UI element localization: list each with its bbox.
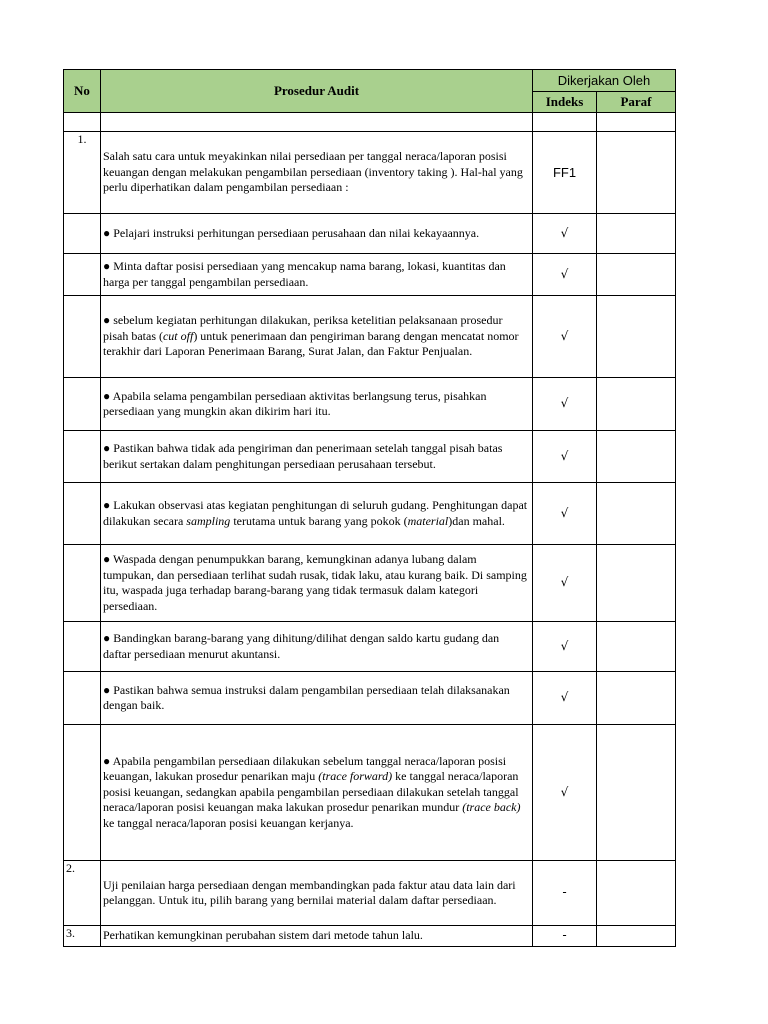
row-number: 3.: [64, 926, 101, 947]
paraf-cell: [597, 672, 676, 725]
check-mark: √: [533, 672, 597, 725]
table-row: [64, 378, 676, 431]
row-number: [64, 296, 101, 378]
table-row: [64, 725, 676, 861]
procedure-text: Perhatikan kemungkinan perubahan sistem dari metode tahun lalu.: [101, 926, 533, 947]
check-mark: √: [533, 431, 597, 483]
table-row: [64, 545, 676, 622]
paraf-cell: [597, 622, 676, 672]
procedure-text: ● Apabila selama pengambilan persediaan aktivitas berlangsung terus, pisahkan persediaan yang mungkin akan dikirim hari itu.: [101, 378, 533, 431]
table-row: [64, 254, 676, 296]
paraf-cell: [597, 545, 676, 622]
procedure-text: Uji penilaian harga persediaan dengan membandingkan pada faktur atau data lain dari pelanggan. Untuk itu, pilih barang yang bernilai material dalam daftar persediaan.: [101, 861, 533, 926]
header-paraf: Paraf: [597, 92, 676, 113]
paraf-cell: [597, 296, 676, 378]
header-dikerjakan-oleh: Dikerjakan Oleh: [533, 70, 676, 92]
procedure-text: ● Apabila pengambilan persediaan dilakukan sebelum tanggal neraca/laporan posisi keuangan, lakukan prosedur penarikan maju (trace forward) ke tanggal neraca/laporan posisi keuangan, sedangkan apabila pengambilan persediaan dilakukan setelah tanggal neraca/laporan posisi keuangan maka lakukan prosedur penarikan mundur (trace back) ke tanggal neraca/laporan posisi keuangan kerjanya.: [101, 725, 533, 861]
row-number: [64, 545, 101, 622]
procedure-text: ● Waspada dengan penumpukkan barang, kemungkinan adanya lubang dalam tumpukan, dan persediaan terlihat sudah rusak, tidak laku, atau kurang baik. Di samping itu, waspada juga terhadap barang-barang yang tidak termasuk dalam kategori persediaan.: [101, 545, 533, 622]
paraf-cell: [597, 861, 676, 926]
row-number: [64, 622, 101, 672]
procedure-text: Salah satu cara untuk meyakinkan nilai persediaan per tanggal neraca/laporan posisi keuangan dengan melakukan pengambilan persediaan (inventory taking ). Hal-hal yang perlu diperhatikan dalam pengambilan persediaan :: [101, 132, 533, 214]
table-row: [64, 672, 676, 725]
check-mark: √: [533, 214, 597, 254]
table-row: [64, 861, 676, 926]
procedure-text: ● Lakukan observasi atas kegiatan penghitungan di seluruh gudang. Penghitungan dapat dilakukan secara sampling terutama untuk barang yang pokok (material)dan mahal.: [101, 483, 533, 545]
header-indeks: Indeks: [533, 92, 597, 113]
check-mark: √: [533, 378, 597, 431]
procedure-text: ● sebelum kegiatan perhitungan dilakukan, periksa ketelitian pelaksanaan prosedur pisah batas (cut off) untuk penerimaan dan pengiriman barang dengan mencatat nomor terakhir dari Laporan Penerimaan Barang, Surat Jalan, dan Faktur Penjualan.: [101, 296, 533, 378]
paraf-cell: [597, 483, 676, 545]
table-row: [64, 132, 676, 214]
procedure-text: ● Pastikan bahwa semua instruksi dalam pengambilan persediaan telah dilaksanakan dengan baik.: [101, 672, 533, 725]
header-prosedur-audit: Prosedur Audit: [101, 70, 533, 113]
check-mark: √: [533, 296, 597, 378]
row-number: [64, 483, 101, 545]
check-mark: √: [533, 254, 597, 296]
procedure-text: ● Pastikan bahwa tidak ada pengiriman dan penerimaan setelah tanggal pisah batas berikut sertakan dalam penghitungan persediaan perusahaan tersebut.: [101, 431, 533, 483]
table-row: [64, 483, 676, 545]
row-number: [64, 254, 101, 296]
table-row: [64, 431, 676, 483]
dash-mark: -: [533, 861, 597, 926]
table-row: [64, 926, 676, 947]
paraf-cell: [597, 725, 676, 861]
row-number: [64, 431, 101, 483]
spacer-row: [64, 113, 676, 132]
check-mark: √: [533, 725, 597, 861]
dash-mark: -: [533, 926, 597, 947]
row-number: [64, 672, 101, 725]
procedure-text: ● Pelajari instruksi perhitungan persediaan perusahaan dan nilai kekayaannya.: [101, 214, 533, 254]
row-number: [64, 378, 101, 431]
index-cell: FF1: [533, 132, 597, 214]
row-number: 2.: [64, 861, 101, 926]
row-number: [64, 725, 101, 861]
table-row: [64, 214, 676, 254]
table-row: [64, 622, 676, 672]
row-number: 1.: [64, 132, 101, 214]
check-mark: √: [533, 483, 597, 545]
paraf-cell: [597, 378, 676, 431]
paraf-cell: [597, 431, 676, 483]
paraf-cell: [597, 926, 676, 947]
procedure-text: ● Bandingkan barang-barang yang dihitung/dilihat dengan saldo kartu gudang dan daftar persediaan menurut akuntansi.: [101, 622, 533, 672]
check-mark: √: [533, 545, 597, 622]
header-no: No: [64, 70, 101, 113]
paraf-cell: [597, 214, 676, 254]
table-row: [64, 296, 676, 378]
row-number: [64, 214, 101, 254]
check-mark: √: [533, 622, 597, 672]
paraf-cell: [597, 254, 676, 296]
audit-procedure-table: [63, 69, 676, 947]
paraf-cell: [597, 132, 676, 214]
procedure-text: ● Minta daftar posisi persediaan yang mencakup nama barang, lokasi, kuantitas dan harga per tanggal pengambilan persediaan.: [101, 254, 533, 296]
